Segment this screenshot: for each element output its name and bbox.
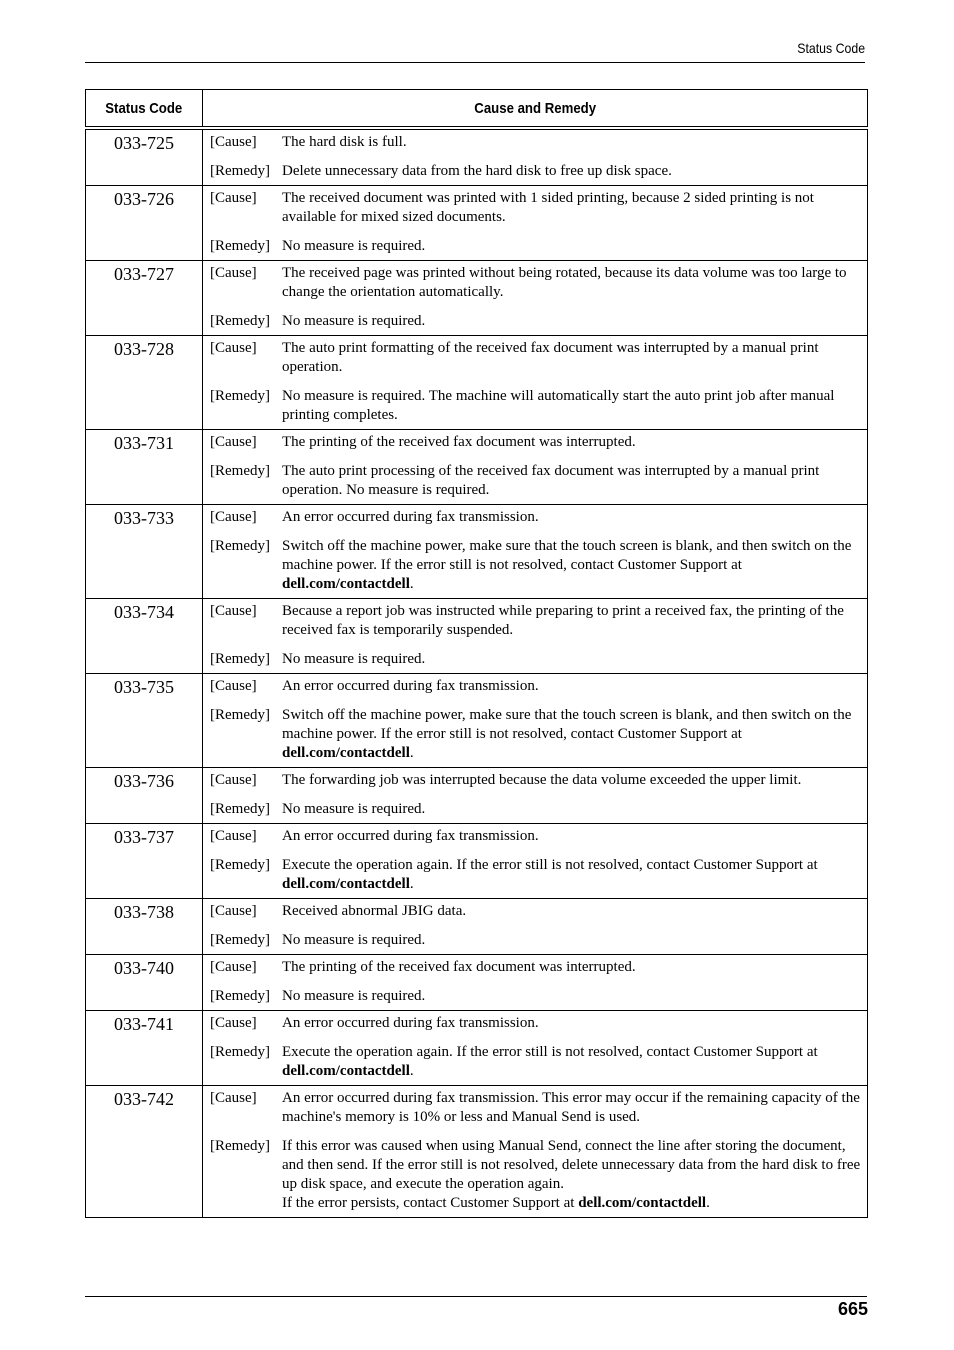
cause-label: [Cause] — [210, 340, 257, 356]
cause-remedy-cell — [203, 824, 868, 899]
cause-remedy-cell — [203, 599, 868, 674]
remedy-text — [282, 387, 861, 425]
cause-label: [Cause] — [210, 772, 257, 788]
remedy-label: [Remedy] — [210, 238, 270, 254]
remedy-entry — [210, 387, 861, 425]
remedy-entry — [210, 650, 861, 669]
status-code-cell: 033-741 — [86, 1011, 203, 1086]
cause-label: [Cause] — [210, 1090, 257, 1106]
cause-entry — [210, 133, 861, 152]
support-link[interactable]: dell.com/contactdell — [578, 1195, 707, 1211]
support-link[interactable]: dell.com/contactdell — [282, 876, 410, 892]
table-row — [86, 336, 868, 430]
remedy-text — [282, 1137, 861, 1213]
table-row — [86, 899, 868, 955]
cause-entry — [210, 339, 861, 377]
remedy-text — [282, 800, 861, 819]
cause-text: The printing of the received fax document was interrupted. — [282, 434, 636, 450]
table-row — [86, 128, 868, 186]
remedy-second-line: If the error persists, contact Customer Support at — [282, 1195, 575, 1211]
remedy-label: [Remedy] — [210, 857, 270, 873]
cause-text: An error occurred during fax transmission. This error may occur if the remaining capacity of the machine's memory is 10% or less and Manual Send is used. — [282, 1090, 860, 1125]
status-code-cell: 033-725 — [86, 128, 203, 186]
remedy-main-text: Switch off the machine power, make sure that the touch screen is blank, and then switch on the machine power. If the error still is not resolved, contact Customer Support at — [282, 538, 852, 573]
status-code-cell: 033-740 — [86, 955, 203, 1011]
remedy-label: [Remedy] — [210, 388, 270, 404]
table-row — [86, 599, 868, 674]
remedy-label: [Remedy] — [210, 707, 270, 723]
remedy-text — [282, 987, 861, 1006]
remedy-label: [Remedy] — [210, 313, 270, 329]
support-link[interactable]: dell.com/contactdell — [282, 745, 410, 761]
remedy-main-text: No measure is required. — [282, 932, 426, 948]
cause-label: [Cause] — [210, 134, 257, 150]
table-row — [86, 261, 868, 336]
column-header-status-code: Status Code — [86, 90, 203, 129]
table-row — [86, 955, 868, 1011]
remedy-label: [Remedy] — [210, 932, 270, 948]
cause-entry — [210, 264, 861, 302]
cause-text: The received document was printed with 1 sided printing, because 2 sided printing is not available for mixed sized documents. — [282, 190, 814, 225]
status-code-cell: 033-733 — [86, 505, 203, 599]
support-link[interactable]: dell.com/contactdell — [282, 576, 410, 592]
remedy-entry — [210, 312, 861, 331]
remedy-entry — [210, 1137, 861, 1213]
status-code-cell: 033-727 — [86, 261, 203, 336]
remedy-entry — [210, 856, 861, 894]
table-row — [86, 1086, 868, 1218]
running-title: Status Code — [797, 40, 865, 56]
remedy-main-text: Execute the operation again. If the error still is not resolved, contact Customer Support at — [282, 857, 818, 873]
cause-label: [Cause] — [210, 190, 257, 206]
table-row — [86, 1011, 868, 1086]
cause-label: [Cause] — [210, 265, 257, 281]
footer-rule — [85, 1296, 867, 1297]
cause-text: An error occurred during fax transmission. — [282, 828, 539, 844]
table-row — [86, 430, 868, 505]
remedy-text — [282, 931, 861, 950]
remedy-main-text: No measure is required. The machine will automatically start the auto print job after manual printing completes. — [282, 388, 835, 423]
cause-text: The received page was printed without being rotated, because its data volume was too large to change the orientation automatically. — [282, 265, 847, 300]
remedy-label: [Remedy] — [210, 163, 270, 179]
table-row — [86, 674, 868, 768]
remedy-entry — [210, 931, 861, 950]
cause-entry — [210, 771, 861, 790]
cause-text: Received abnormal JBIG data. — [282, 903, 467, 919]
remedy-entry — [210, 987, 861, 1006]
cause-remedy-cell — [203, 261, 868, 336]
remedy-text — [282, 706, 861, 763]
remedy-text — [282, 537, 861, 594]
cause-label: [Cause] — [210, 1015, 257, 1031]
remedy-entry — [210, 1043, 861, 1081]
cause-remedy-cell — [203, 186, 868, 261]
status-code-table — [85, 89, 868, 1218]
status-code-cell: 033-736 — [86, 768, 203, 824]
remedy-text — [282, 462, 861, 500]
cause-remedy-cell — [203, 505, 868, 599]
remedy-label: [Remedy] — [210, 1138, 270, 1154]
cause-text: The auto print formatting of the received fax document was interrupted by a manual print operation. — [282, 340, 819, 375]
column-header-cause-and-remedy: Cause and Remedy — [203, 90, 868, 129]
remedy-label: [Remedy] — [210, 801, 270, 817]
cause-entry — [210, 1014, 861, 1033]
status-code-cell: 033-728 — [86, 336, 203, 430]
remedy-label: [Remedy] — [210, 1044, 270, 1060]
remedy-main-text: Delete unnecessary data from the hard disk to free up disk space. — [282, 163, 672, 179]
cause-text: The printing of the received fax document was interrupted. — [282, 959, 636, 975]
cause-entry — [210, 958, 861, 977]
sentence-end: . — [409, 745, 414, 761]
cause-label: [Cause] — [210, 603, 257, 619]
cause-label: [Cause] — [210, 828, 257, 844]
remedy-label: [Remedy] — [210, 988, 270, 1004]
cause-entry — [210, 508, 861, 527]
remedy-text — [282, 856, 861, 894]
sentence-end: . — [409, 876, 414, 892]
status-code-cell: 033-731 — [86, 430, 203, 505]
status-code-cell: 033-734 — [86, 599, 203, 674]
remedy-label: [Remedy] — [210, 463, 270, 479]
sentence-end: . — [409, 576, 414, 592]
remedy-main-text: No measure is required. — [282, 801, 426, 817]
remedy-text — [282, 1043, 861, 1081]
sentence-end: . — [706, 1195, 710, 1211]
remedy-main-text: If this error was caused when using Manual Send, connect the line after storing the document, and then send. If the error still is not resolved, delete unnecessary data from the hard disk to free up disk space, and execute the operation again. — [282, 1138, 861, 1192]
table-row — [86, 505, 868, 599]
remedy-main-text: No measure is required. — [282, 988, 426, 1004]
cause-remedy-cell — [203, 128, 868, 186]
remedy-label: [Remedy] — [210, 651, 270, 667]
page-number: 665 — [837, 1299, 868, 1319]
remedy-main-text: No measure is required. — [282, 238, 426, 254]
remedy-entry — [210, 462, 861, 500]
cause-entry — [210, 902, 861, 921]
cause-remedy-cell — [203, 1086, 868, 1218]
cause-text: An error occurred during fax transmission. — [282, 678, 539, 694]
cause-text: The hard disk is full. — [282, 134, 407, 150]
remedy-entry — [210, 237, 861, 256]
support-link[interactable]: dell.com/contactdell — [282, 1063, 410, 1079]
status-code-cell: 033-742 — [86, 1086, 203, 1218]
remedy-label: [Remedy] — [210, 538, 270, 554]
cause-label: [Cause] — [210, 434, 257, 450]
remedy-text — [282, 162, 861, 181]
cause-entry — [210, 1089, 861, 1127]
cause-label: [Cause] — [210, 903, 257, 919]
cause-entry — [210, 189, 861, 227]
running-header — [85, 40, 865, 63]
cause-text: An error occurred during fax transmission. — [282, 509, 539, 525]
cause-remedy-cell — [203, 1011, 868, 1086]
remedy-main-text: Execute the operation again. If the error still is not resolved, contact Customer Support at — [282, 1044, 818, 1060]
cause-label: [Cause] — [210, 678, 257, 694]
remedy-text — [282, 312, 861, 331]
cause-text: An error occurred during fax transmission. — [282, 1015, 539, 1031]
cause-remedy-cell — [203, 674, 868, 768]
remedy-entry — [210, 800, 861, 819]
table-row — [86, 186, 868, 261]
cause-entry — [210, 602, 861, 640]
remedy-main-text: No measure is required. — [282, 313, 426, 329]
remedy-entry — [210, 537, 861, 594]
cause-text: The forwarding job was interrupted because the data volume exceeded the upper limit. — [282, 772, 802, 788]
status-code-cell: 033-735 — [86, 674, 203, 768]
remedy-entry — [210, 162, 861, 181]
cause-remedy-cell — [203, 955, 868, 1011]
table-header-row — [86, 90, 868, 129]
cause-text: Because a report job was instructed while preparing to print a received fax, the printing of the received fax is temporarily suspended. — [282, 603, 844, 638]
cause-remedy-cell — [203, 336, 868, 430]
sentence-end: . — [409, 1063, 414, 1079]
cause-entry — [210, 677, 861, 696]
cause-entry — [210, 433, 861, 452]
remedy-main-text: The auto print processing of the received fax document was interrupted by a manual print operation. No measure is required. — [282, 463, 820, 498]
remedy-entry — [210, 706, 861, 763]
cause-entry — [210, 827, 861, 846]
table-row — [86, 824, 868, 899]
cause-remedy-cell — [203, 899, 868, 955]
cause-remedy-cell — [203, 430, 868, 505]
status-code-cell: 033-726 — [86, 186, 203, 261]
remedy-text — [282, 237, 861, 256]
remedy-main-text: Switch off the machine power, make sure that the touch screen is blank, and then switch on the machine power. If the error still is not resolved, contact Customer Support at — [282, 707, 852, 742]
table-row — [86, 768, 868, 824]
remedy-main-text: No measure is required. — [282, 651, 426, 667]
cause-label: [Cause] — [210, 959, 257, 975]
cause-remedy-cell — [203, 768, 868, 824]
status-code-cell: 033-738 — [86, 899, 203, 955]
remedy-text — [282, 650, 861, 669]
status-code-cell: 033-737 — [86, 824, 203, 899]
cause-label: [Cause] — [210, 509, 257, 525]
